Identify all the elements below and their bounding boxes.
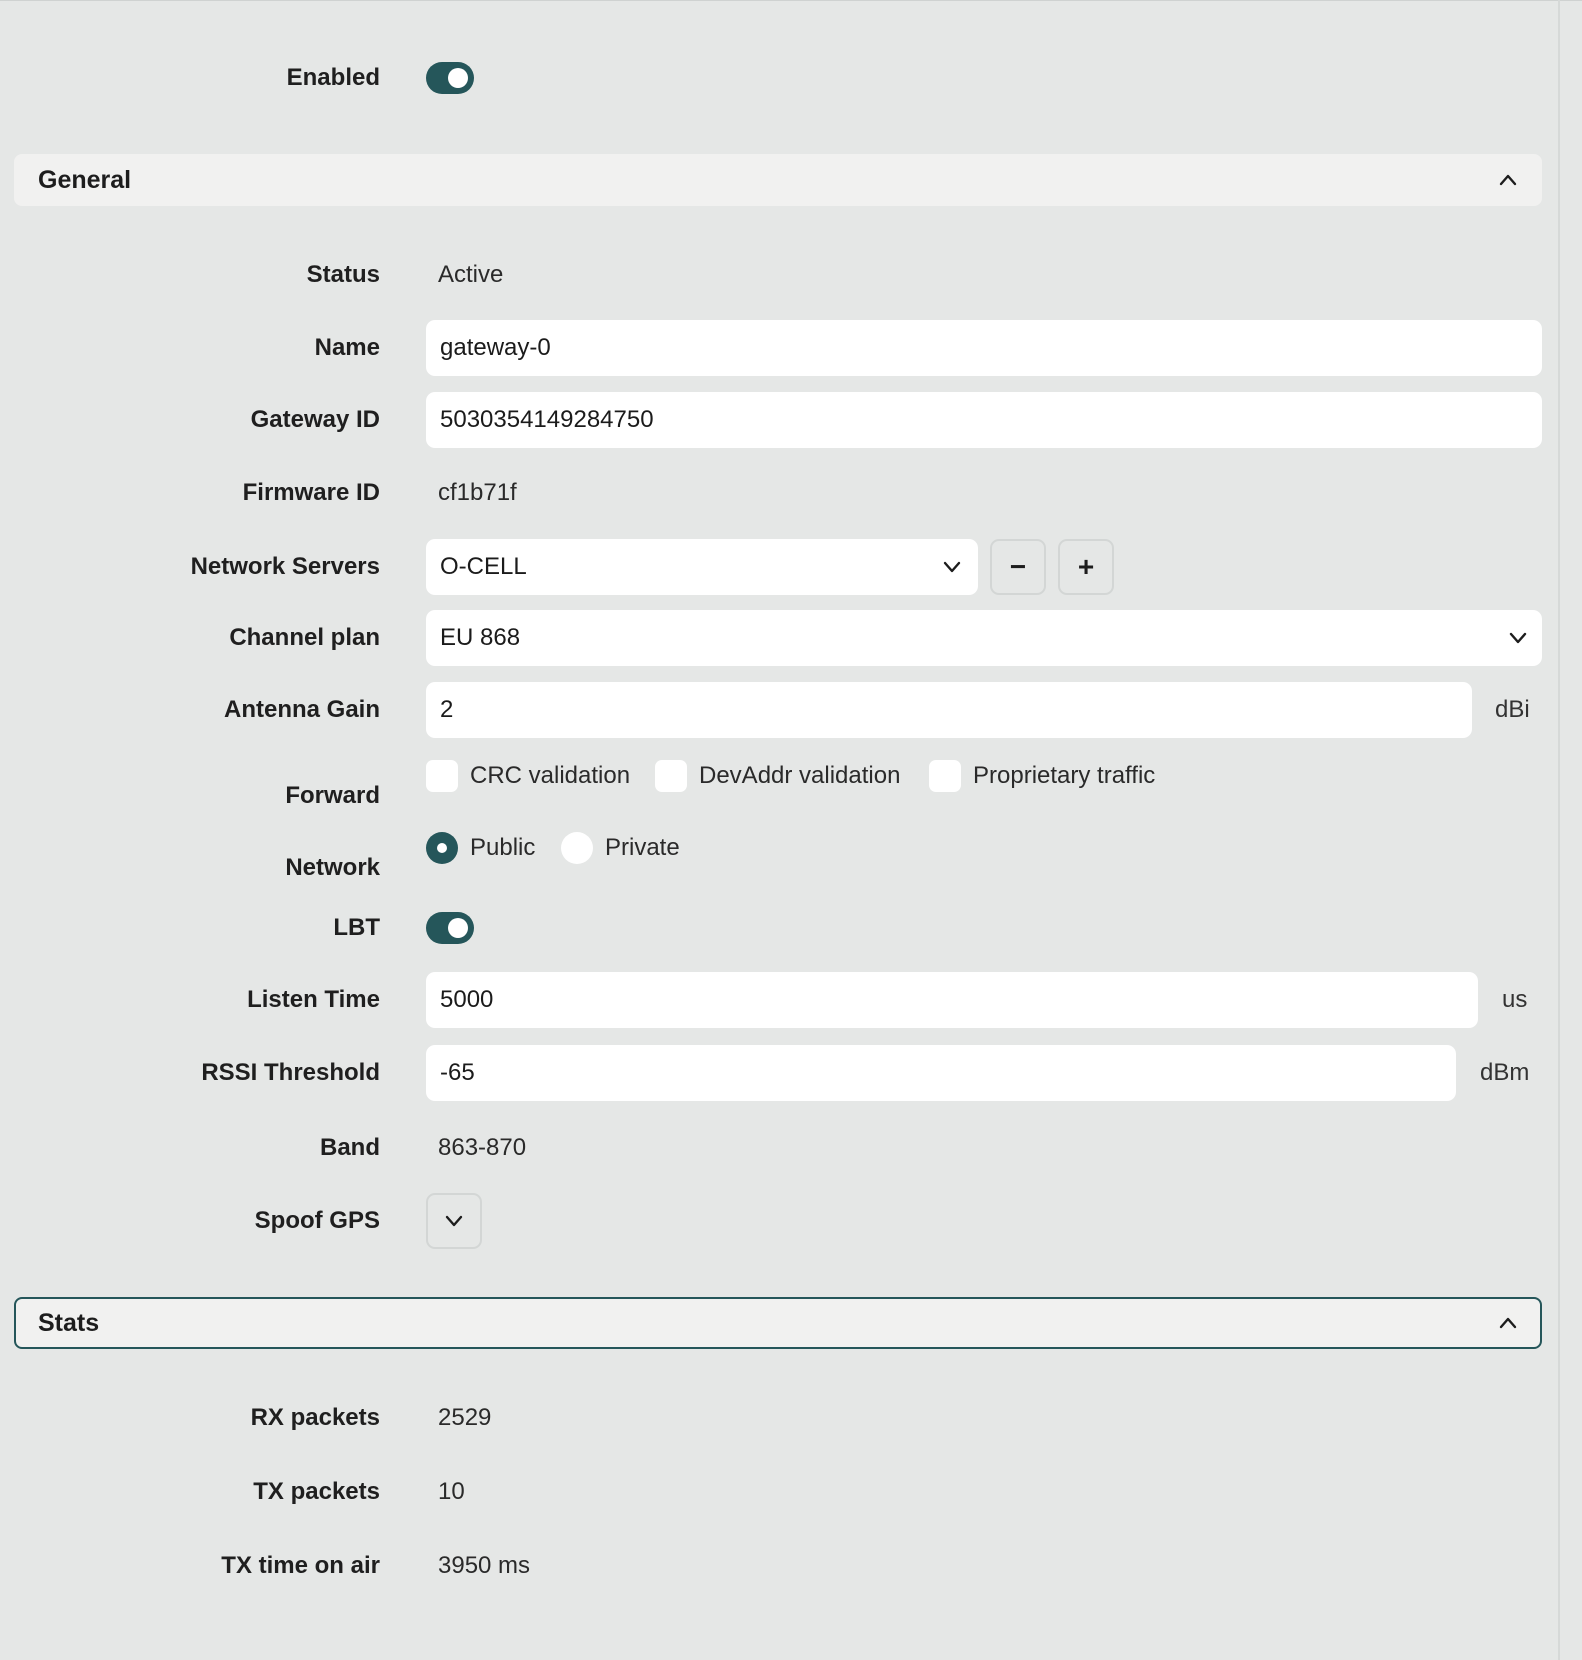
stats-section-header[interactable] [14, 1297, 1542, 1349]
firmware-id-label: Firmware ID [242, 479, 380, 506]
tx-packets-label: TX packets [253, 1478, 380, 1505]
name-label: Name [314, 334, 380, 361]
status-label: Status [306, 261, 380, 288]
rssi-threshold-input[interactable]: -65 [426, 1045, 1456, 1101]
chevron-up-icon [1498, 1313, 1518, 1333]
listen-time-unit: us [1502, 986, 1528, 1013]
network-label: Network [285, 854, 380, 881]
general-section-title: General [38, 166, 132, 194]
rssi-threshold-row [0, 1045, 1560, 1101]
firmware-id-value: cf1b71f [438, 479, 517, 506]
chevron-down-icon [942, 557, 962, 577]
name-row [0, 320, 1560, 376]
rssi-threshold-unit: dBm [1480, 1059, 1530, 1086]
channel-plan-select[interactable] [426, 610, 1542, 666]
devaddr-validation-label[interactable]: DevAddr validation [699, 762, 901, 789]
listen-time-label: Listen Time [247, 986, 380, 1013]
toggle-knob [448, 918, 468, 938]
proprietary-traffic-label[interactable]: Proprietary traffic [973, 762, 1156, 789]
general-section-header[interactable] [14, 154, 1542, 206]
network-servers-select[interactable] [426, 539, 978, 595]
tx-time-on-air-label: TX time on air [221, 1552, 380, 1579]
lbt-toggle[interactable] [426, 912, 474, 944]
stats-section-title: Stats [38, 1309, 100, 1337]
plus-icon: + [1077, 551, 1095, 582]
crc-validation-label[interactable]: CRC validation [470, 762, 631, 789]
firmware-id-row [0, 465, 1560, 521]
name-input[interactable]: gateway-0 [426, 320, 1542, 376]
public-radio[interactable] [426, 832, 458, 864]
antenna-gain-unit: dBi [1495, 696, 1530, 723]
toggle-knob [448, 68, 468, 88]
tx-packets-value: 10 [438, 1478, 465, 1505]
channel-plan-row [0, 610, 1560, 666]
antenna-gain-label: Antenna Gain [223, 696, 380, 723]
antenna-gain-row [0, 682, 1560, 738]
remove-server-button[interactable] [990, 539, 1046, 595]
rssi-threshold-label: RSSI Threshold [201, 1059, 380, 1086]
gateway-id-row [0, 392, 1560, 448]
chevron-up-icon [1498, 170, 1518, 190]
band-row [0, 1120, 1560, 1176]
network-servers-label: Network Servers [190, 553, 380, 580]
lbt-row [0, 900, 1560, 956]
chevron-down-icon [444, 1211, 464, 1231]
gateway-id-input[interactable]: 5030354149284750 [426, 392, 1542, 448]
proprietary-traffic-checkbox[interactable] [929, 760, 961, 792]
gateway-id-label: Gateway ID [250, 406, 380, 433]
private-label[interactable]: Private [605, 834, 680, 861]
chevron-down-icon [1508, 628, 1528, 648]
channel-plan-selected: EU 868 [440, 624, 521, 651]
spoof-gps-label: Spoof GPS [254, 1207, 380, 1234]
band-value: 863-870 [438, 1134, 527, 1161]
devaddr-validation-checkbox[interactable] [655, 760, 687, 792]
rx-packets-label: RX packets [250, 1404, 380, 1431]
network-servers-row [0, 539, 1560, 595]
private-radio[interactable] [561, 832, 593, 864]
enabled-row [0, 50, 1560, 106]
tx-time-on-air-value: 3950 ms [438, 1552, 531, 1579]
public-label[interactable]: Public [470, 834, 536, 861]
listen-time-row [0, 972, 1560, 1028]
add-server-button[interactable] [1058, 539, 1114, 595]
rx-packets-value: 2529 [438, 1404, 492, 1431]
lbt-label: LBT [333, 914, 380, 941]
tx-packets-row [0, 1464, 1560, 1520]
network-row [0, 828, 1560, 884]
listen-time-input[interactable]: 5000 [426, 972, 1478, 1028]
spoof-gps-row [0, 1193, 1560, 1249]
band-label: Band [320, 1134, 380, 1161]
forward-row [0, 756, 1560, 812]
minus-icon: − [1009, 551, 1027, 582]
enabled-toggle[interactable] [426, 62, 474, 94]
enabled-label: Enabled [286, 64, 380, 91]
rx-packets-row [0, 1390, 1560, 1446]
forward-label: Forward [285, 782, 380, 809]
status-row [0, 247, 1560, 303]
top-border [0, 0, 1582, 1]
channel-plan-label: Channel plan [229, 624, 380, 651]
crc-validation-checkbox[interactable] [426, 760, 458, 792]
tx-time-on-air-row [0, 1538, 1560, 1594]
network-servers-selected: O-CELL [440, 553, 527, 580]
spoof-gps-expand-button[interactable] [426, 1193, 482, 1249]
antenna-gain-input[interactable]: 2 [426, 682, 1472, 738]
status-value: Active [438, 261, 504, 288]
